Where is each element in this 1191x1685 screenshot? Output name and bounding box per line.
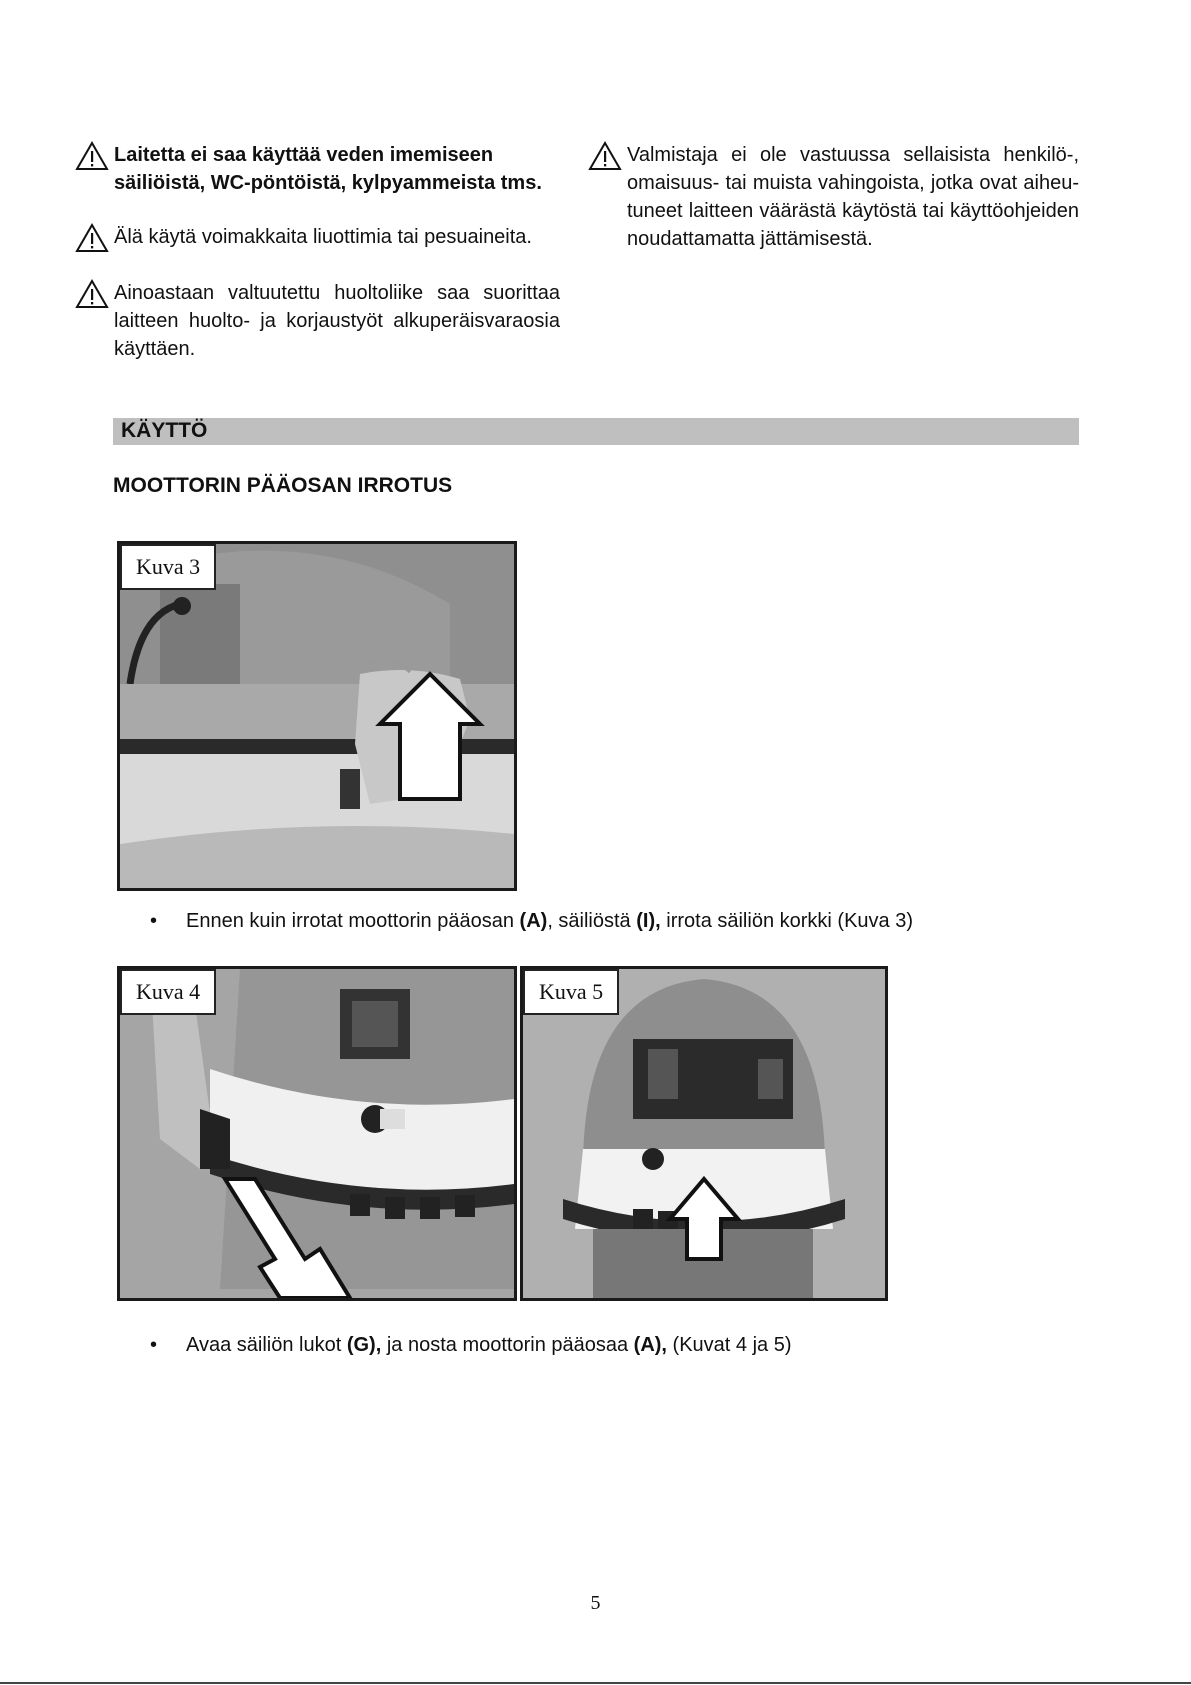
figure-5-photo	[520, 966, 888, 1301]
text-run-bold: (A),	[633, 1334, 667, 1356]
warning-authorized-service	[75, 279, 560, 363]
figure-label: Kuva 4	[120, 969, 216, 1015]
warning-text: Laitetta ei saa käyttää veden imemiseen säiliöistä, WC-pöntöistä, kylpyammeista tms.	[114, 144, 542, 194]
vacuum-lift-photo	[523, 969, 885, 1298]
figure-label: Kuva 5	[523, 969, 619, 1015]
text-run: (Kuvat 4 ja 5)	[667, 1334, 792, 1356]
text-run-bold: (I),	[636, 910, 661, 932]
section-heading-bar	[113, 418, 1079, 445]
warning-text: Valmistaja ei ole vastuussa sellaisista henkilö-, omaisuus- tai muista vahingoista, jotka ovat aiheu-tuneet laitteen väärästä käytöstä tai käyttöohjeiden noudattamatta jättämisestä.	[627, 144, 1079, 250]
vacuum-latch-photo	[120, 969, 514, 1298]
bullet-glyph: •	[150, 910, 158, 932]
text-run: ja nosta moottorin pääosaa	[381, 1334, 634, 1356]
warning-triangle-icon	[588, 141, 622, 171]
bottom-rule	[0, 1682, 1191, 1684]
text-run: , säiliöstä	[547, 910, 637, 932]
bullet-text	[186, 908, 913, 934]
warning-text: Ainoastaan valtuutettu huoltoliike saa suorittaa laitteen huolto- ja korjaustyöt alkuperäisvaraosia käyttäen.	[114, 282, 560, 360]
warning-triangle-icon	[75, 279, 109, 309]
page-number: 5	[590, 1592, 601, 1614]
figure-3-photo	[117, 541, 517, 891]
figure-label: Kuva 3	[120, 544, 216, 590]
warning-water-suction	[75, 141, 555, 197]
warning-triangle-icon	[75, 223, 109, 253]
text-run: Avaa säiliön lukot	[186, 1334, 347, 1356]
vacuum-lid-photo	[120, 544, 514, 888]
warning-triangle-icon	[75, 141, 109, 171]
bullet-glyph: •	[150, 1334, 158, 1356]
warning-text: Älä käytä voimakkaita liuottimia tai pesuaineita.	[114, 226, 532, 248]
section-title: KÄYTTÖ	[121, 419, 208, 442]
text-run: irrota säiliön korkki (Kuva 3)	[660, 910, 913, 932]
warning-solvents	[75, 223, 555, 251]
figure-4-photo	[117, 966, 517, 1301]
text-run-bold: (A)	[519, 910, 548, 932]
bullet-text	[186, 1332, 792, 1358]
subsection-title: MOOTTORIN PÄÄOSAN IRROTUS	[113, 474, 453, 497]
text-run: Ennen kuin irrotat moottorin pääosan	[186, 910, 520, 932]
warning-manufacturer-liability	[588, 141, 1079, 253]
text-run-bold: (G),	[346, 1334, 382, 1356]
